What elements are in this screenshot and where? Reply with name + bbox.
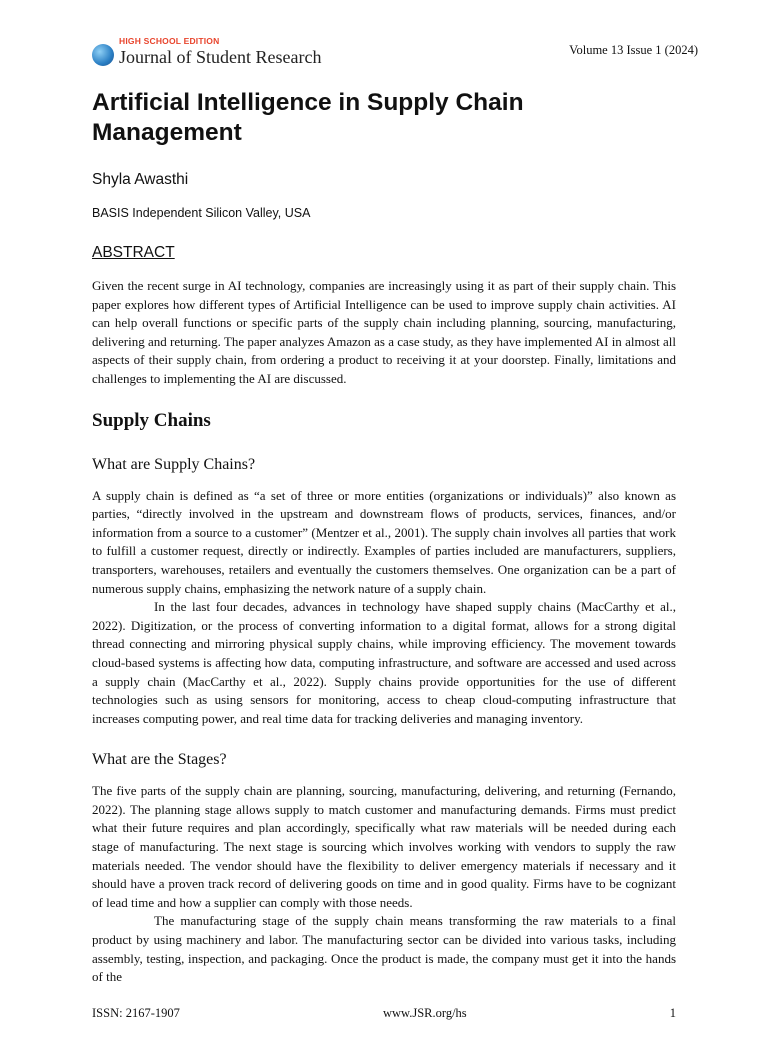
paragraph: The manufacturing stage of the supply chain means transforming the raw materials to a final product by using machinery and labor. The manufacturing sector can be divided into various tasks, including assembly, testing, inspection, and packaging. Once the product is made, the company must get it into the hands of the [92, 913, 676, 985]
journal-logo [92, 36, 321, 68]
logo-journal-name: Journal of Student Research [119, 47, 322, 67]
page-number: 1 [669, 1005, 676, 1020]
subsection-heading: What are the Stages? [92, 751, 227, 769]
author: Shyla Awasthi [92, 171, 189, 188]
paragraph: A supply chain is defined as “a set of three or more entities (organizations or individuals)” also known as parties, “directly involved in the upstream and downstream flows of products, services, finances, and/or information from a source to a customer” (Mentzer et al., 2001). The supply chain involves all parties that work to fulfill a customer request, directly or indirectly. Examples of parties included are manufacturers, suppliers, transporters, warehouses, retailers and eventually the customers themselves. One organization can be a part of numerous supply chains, emphasizing the network nature of a supply chain. [92, 487, 676, 596]
page-footer [92, 1005, 676, 1021]
abstract-heading: ABSTRACT [92, 244, 175, 261]
subsection-heading: What are Supply Chains? [92, 455, 256, 473]
footer-issn: ISSN: 2167-1907 [92, 1005, 180, 1020]
volume-issue: Volume 13 Issue 1 (2024) [569, 43, 698, 57]
globe-icon [92, 44, 114, 66]
affiliation: BASIS Independent Silicon Valley, USA [92, 206, 311, 220]
logo-text [119, 36, 321, 68]
abstract-text: Given the recent surge in AI technology, companies are increasingly using it as part of their supply chain. This paper explores how different types of Artificial Intelligence can be used to improve supply chain activities. AI can help overall functions or specific parts of the supply chain including planning, sourcing, manufacturing, delivering and returning. The paper analyzes Amazon as a case study, as they have implemented AI in almost all aspects of their supply chain, from ordering a product to receiving it at your doorstep. Finally, limitations and challenges to implementing the AI are discussed. [92, 278, 676, 386]
footer-url[interactable]: www.JSR.org/hs [382, 1005, 467, 1020]
page-header [92, 36, 698, 80]
paragraph: In the last four decades, advances in technology have shaped supply chains (MacCarthy et al., 2022). Digitization, or the process of converting information to a digital format, allows for a strong digital thread connecting and mirroring physical supply chains, while improving efficiency. The movement towards cloud-based systems is affecting how data, computing infrastructure, and software are accessed and used across a supply chain (MacCarthy et al., 2022). Supply chains provide opportunities for the use of different technologies such as using sensors for monitoring, access to cheap cloud-computing infrastructure that increases computing power, and real time data for tracking deliveries and managing inventory. [92, 599, 676, 726]
section-heading: Supply Chains [92, 409, 211, 431]
logo-edition: HIGH SCHOOL EDITION [119, 36, 220, 46]
paragraph: The five parts of the supply chain are planning, sourcing, manufacturing, delivering, and returning (Fernando, 2022). The planning stage allows supply to match customer and manufacturing demands. Firms must predict what their future requires and plan accordingly, specifically what raw materials will be needed during each stage of manufacturing. The next stage is sourcing which involves working with vendors to supply the raw materials needed. The vendor should have the flexibility to deliver emergency materials if necessary and it should have a proven track record of delivering goods on time and in good quality. Firms have to be cognizant of lead time and how a supplier can comply with those needs. [92, 783, 676, 910]
paper-title: Artificial Intelligence in Supply Chain Management [92, 89, 524, 146]
